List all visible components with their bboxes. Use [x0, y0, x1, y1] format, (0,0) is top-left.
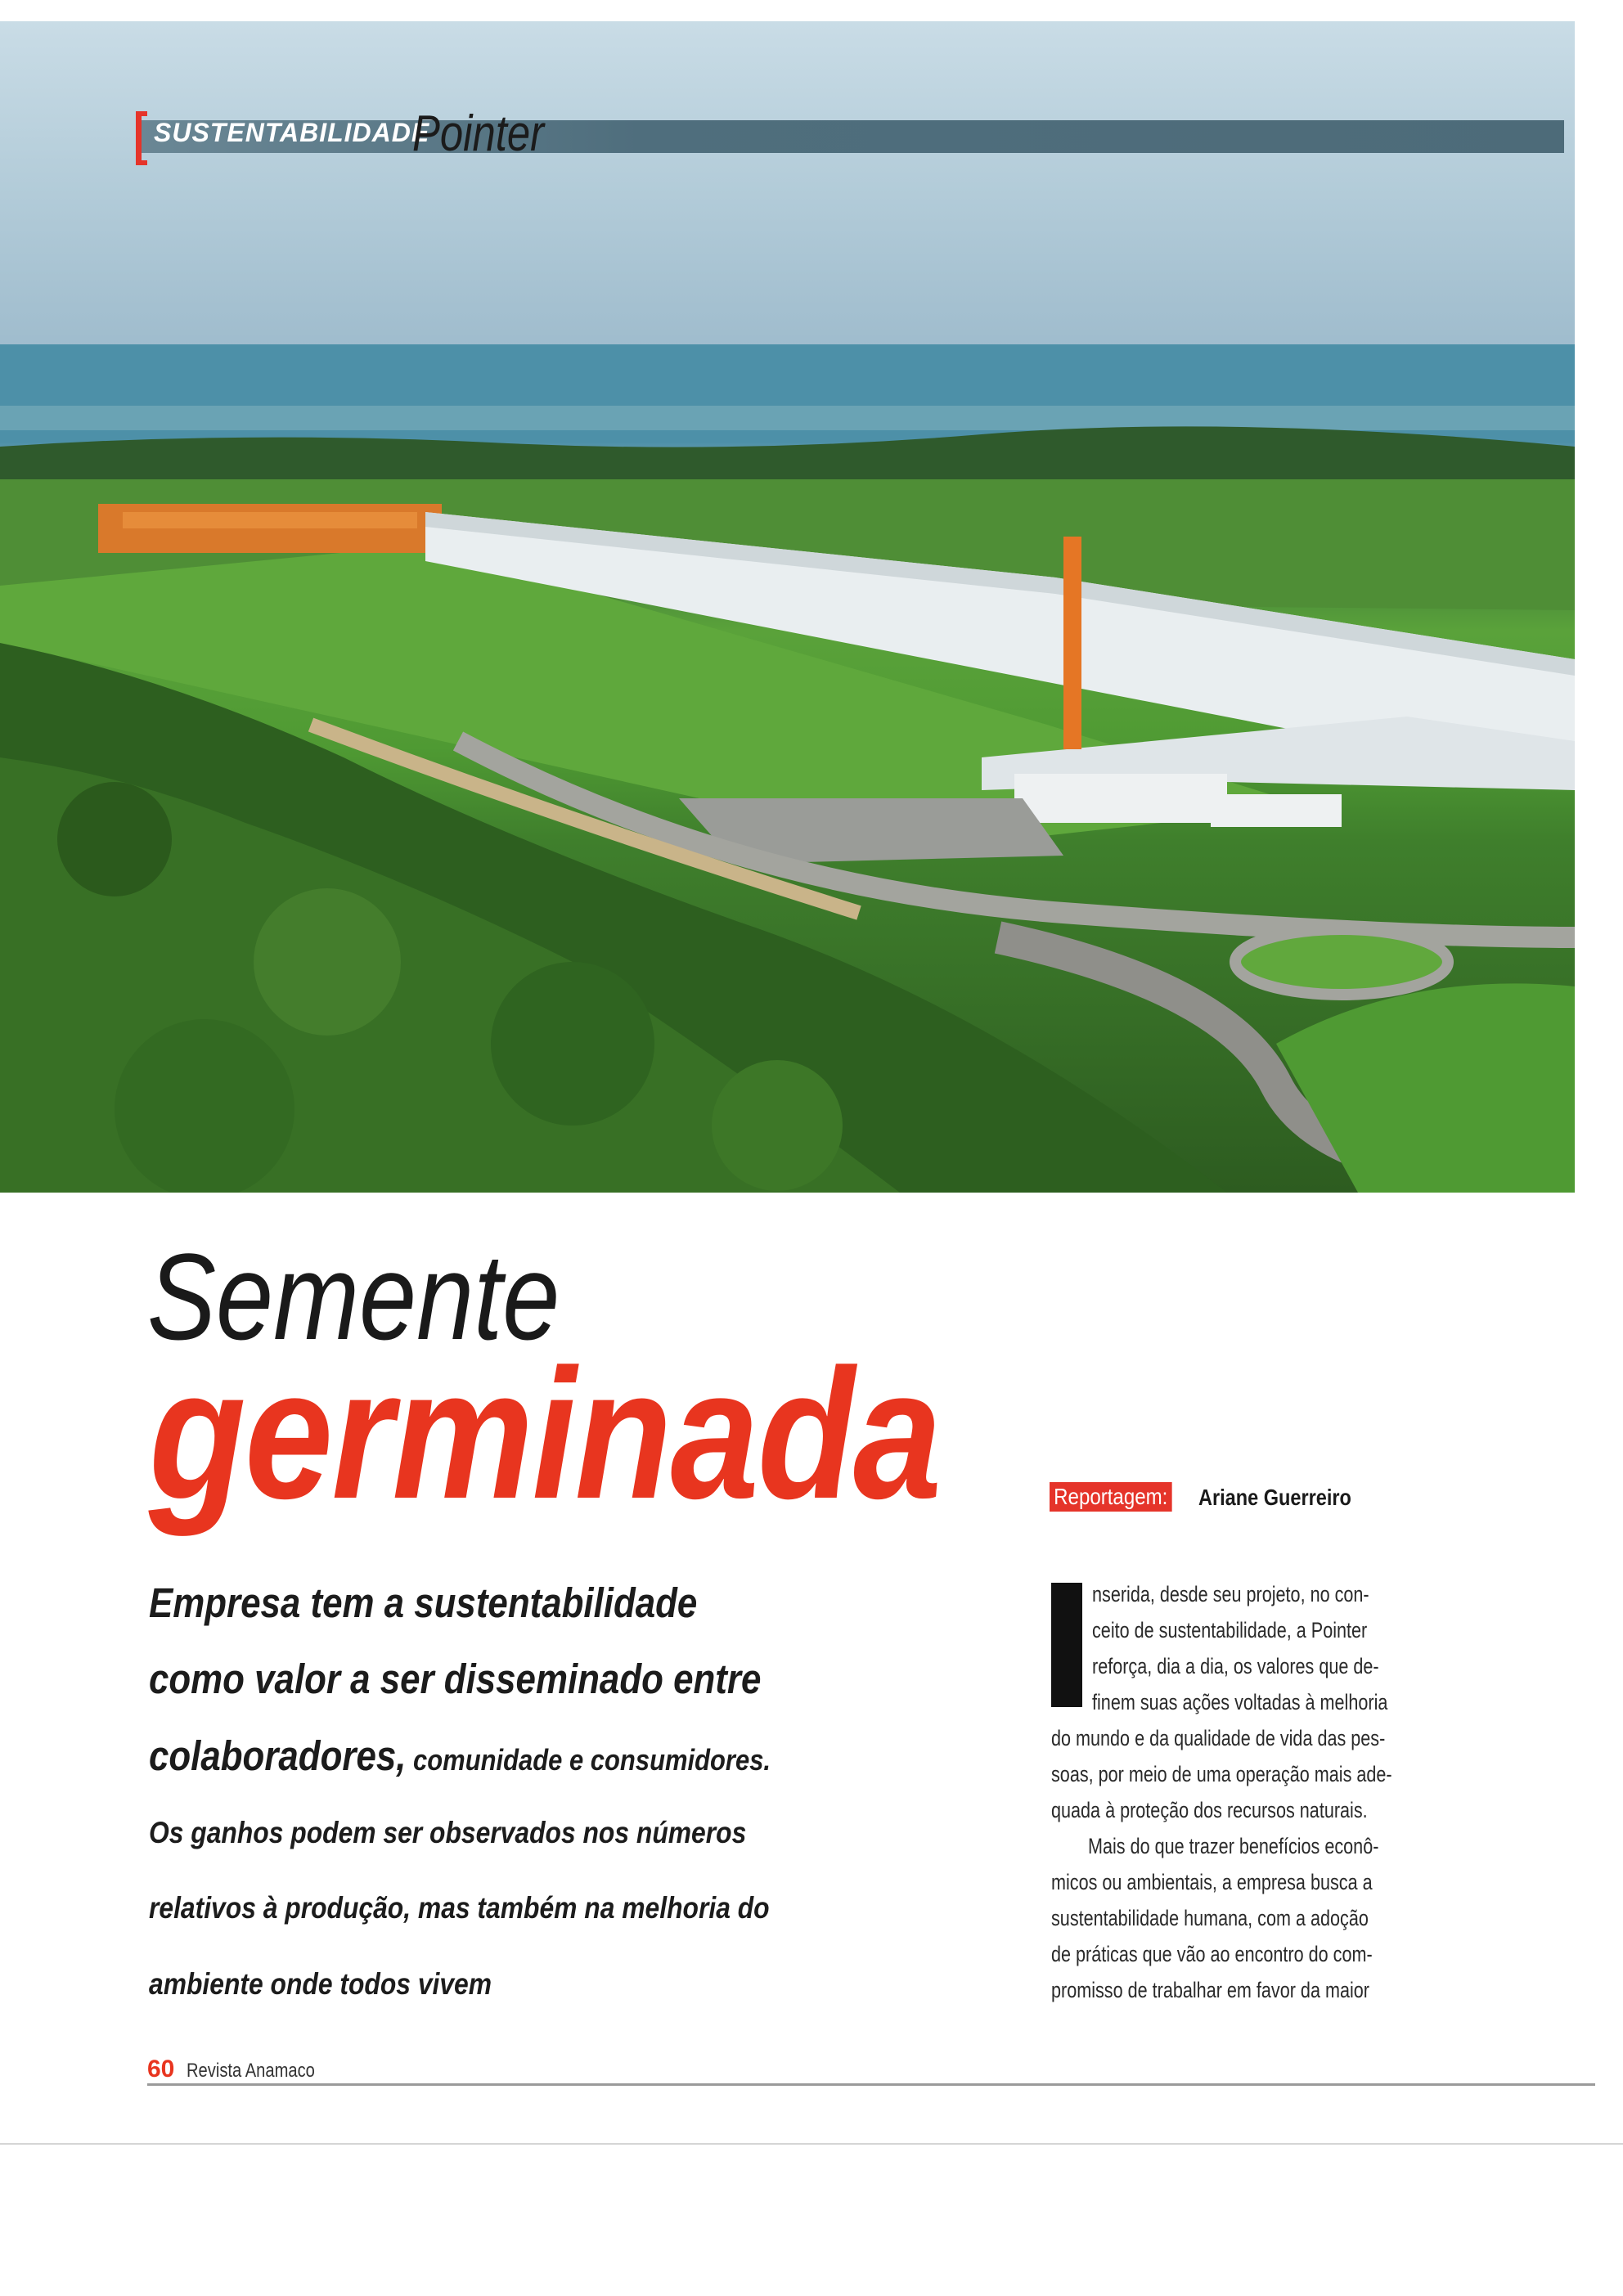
section-label: SUSTENTABILIDADE [154, 118, 430, 147]
deck-line-1: Empresa tem a sustentabilidade [149, 1579, 698, 1626]
body-line: micos ou ambientais, a empresa busca a [1051, 1870, 1373, 1894]
body-line: reforça, dia a dia, os valores que de- [1092, 1654, 1379, 1678]
byline [1050, 1482, 1351, 1513]
company-label: Pointer [412, 106, 545, 162]
headline-line-2: germinada [149, 1330, 941, 1537]
section-bracket-icon [136, 111, 147, 165]
headline-line-1: Semente [147, 1228, 560, 1365]
drop-cap-letter [1051, 1583, 1082, 1707]
footer-rule [147, 2083, 1595, 2086]
body-line: sustentabilidade humana, com a adoção [1051, 1906, 1369, 1930]
publication-name: Revista Anamaco [187, 2060, 315, 2082]
byline-label: Reportagem: [1050, 1482, 1172, 1512]
body-line: promisso de trabalhar em favor da maior [1051, 1978, 1369, 2002]
aerial-factory-photo [0, 21, 1575, 1193]
body-line: nserida, desde seu projeto, no con- [1092, 1582, 1369, 1606]
body-line: de práticas que vão ao encontro do com- [1051, 1942, 1373, 1966]
body-line: quada à proteção dos recursos naturais. [1051, 1798, 1368, 1822]
deck-line-6: ambiente onde todos vivem [149, 1967, 492, 2001]
body-line: soas, por meio de uma operação mais ade- [1051, 1762, 1392, 1786]
deck-line-3 [149, 1732, 771, 1780]
page-edge-rule [0, 2143, 1623, 2145]
body-line: Mais do que trazer benefícios econô- [1088, 1834, 1379, 1858]
deck-line-3-big: colaboradores, [149, 1732, 407, 1779]
deck-line-2: como valor a ser disseminado entre [149, 1656, 762, 1702]
deck-line-5: relativos à produção, mas também na melhoria do [149, 1891, 770, 1925]
body-line: finem suas ações voltadas à melhoria [1092, 1690, 1388, 1714]
deck-line-4: Os ganhos podem ser observados nos números [149, 1816, 747, 1849]
deck-line-3-small: comunidade e consumidores. [406, 1743, 771, 1777]
body-line: ceito de sustentabilidade, a Pointer [1092, 1618, 1368, 1642]
page-number: 60 [147, 2056, 175, 2083]
body-line: do mundo e da qualidade de vida das pes- [1051, 1726, 1386, 1750]
byline-author: Ariane Guerreiro [1198, 1485, 1351, 1510]
